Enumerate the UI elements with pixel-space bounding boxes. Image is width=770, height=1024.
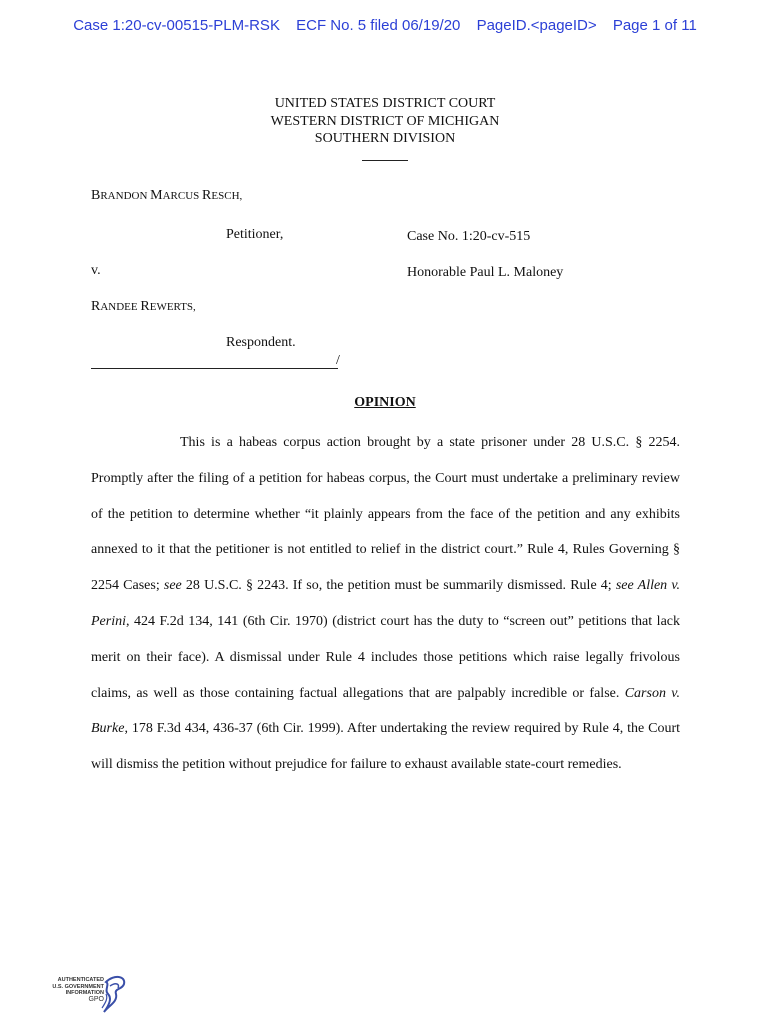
opinion-title: OPINION — [354, 395, 416, 410]
court-division: SOUTHERN DIVISION — [314, 131, 456, 146]
gpo-authentication-seal — [44, 972, 130, 1016]
opinion-paragraph: This is a habeas corpus action brought by a state prisoner under 28 U.S.C. § 2254. Promptly after the filing of a petition for habeas corpus, the Court must undertake a preliminary review of the petition to determine whether “it plainly appears from the face of the petition and any exhibits annexed to it that the petitioner is not entitled to relief in the district court.” Rule 4, Rules Governing § 2254 Cases; see 28 U.S.C. § 2243. If so, the petition must be summarily dismissed. Rule 4; see Allen v. Perini, 424 F.2d 134, 141 (6th Cir. 1970) (district court has the duty to “screen out” petitions that lack merit on their face). A dismissal under Rule 4 includes those petitions which raise legally frivolous claims, as well as those containing factual allegations that are palpably incredible or false. Carson v. Burke, 178 F.3d 434, 436-37 (6th Cir. 1999). After undertaking the review required by Rule 4, the Court will dismiss the petition without prejudice for failure to exhaust available state-court remedies. — [91, 435, 681, 773]
petitioner-role: Petitioner, — [226, 227, 284, 242]
heading-divider — [362, 160, 408, 161]
citation-allen: see Allen v. Perini — [91, 578, 681, 629]
case-number-stamp: Case 1:20-cv-00515-PLM-RSK — [73, 17, 280, 34]
citation-carson: Carson v. Burke — [91, 685, 680, 737]
petitioner-name: BRANDON MARCUS RESCH, — [91, 188, 243, 203]
versus-label: v. — [91, 263, 101, 278]
caption-slash: / — [336, 353, 340, 368]
court-district: WESTERN DISTRICT OF MICHIGAN — [270, 113, 500, 129]
seal-text: AUTHENTICATED U.S. GOVERNMENT INFORMATION GPO — [52, 977, 104, 1003]
court-name: UNITED STATES DISTRICT COURT — [274, 96, 496, 111]
court-heading — [0, 95, 770, 166]
eagle-seal-icon — [44, 972, 130, 1016]
judge-name: Honorable Paul L. Maloney — [407, 265, 564, 280]
pageid-stamp: PageID.<pageID> — [476, 17, 597, 34]
ecf-header-stamp — [0, 17, 770, 34]
page-count-stamp: Page 1 of 11 — [612, 17, 697, 34]
ecf-filing-stamp: ECF No. 5 filed 06/19/20 — [296, 17, 461, 34]
opinion-body — [91, 425, 680, 783]
respondent-role: Respondent. — [226, 335, 296, 350]
respondent-name: RANDEE REWERTS, — [91, 299, 196, 314]
case-number: Case No. 1:20-cv-515 — [407, 229, 531, 244]
caption-underline — [91, 368, 338, 369]
citation-see: see — [163, 578, 182, 594]
